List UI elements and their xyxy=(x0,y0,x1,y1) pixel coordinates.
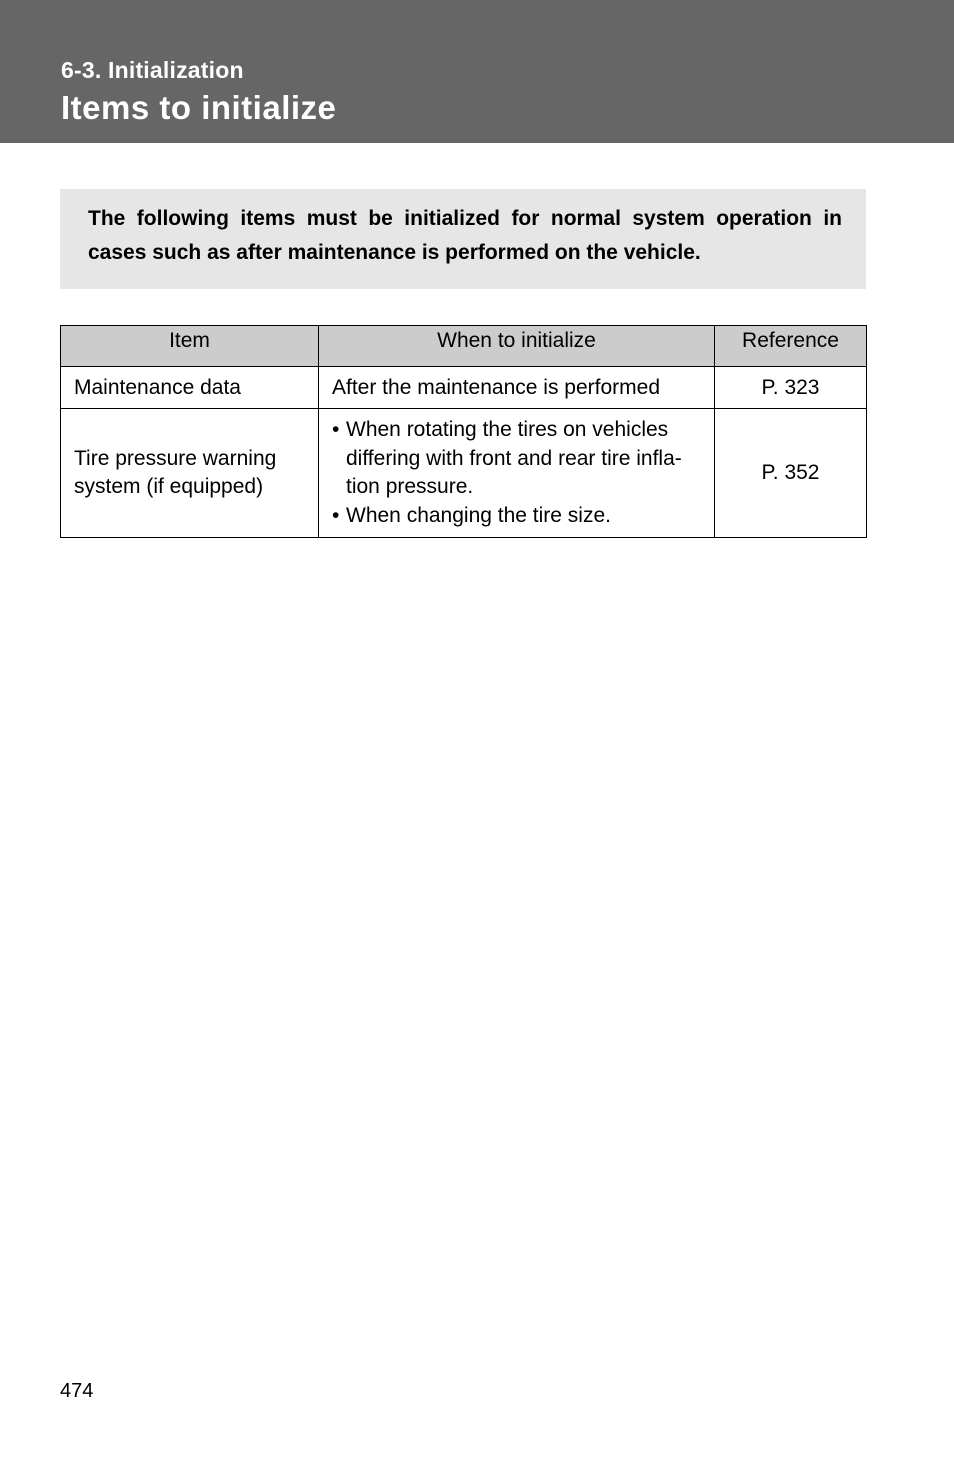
intro-box xyxy=(60,189,866,289)
intro-text: The following items must be initialized for normal system operation in cases such as after maintenance is performed on the vehicle. xyxy=(88,207,842,264)
initialization-table xyxy=(60,325,867,538)
cell-item xyxy=(61,409,319,538)
page-title: Items to initialize xyxy=(61,89,337,126)
cell-item: Maintenance data xyxy=(61,367,319,409)
column-header-when: When to initialize xyxy=(319,326,715,367)
cell-when xyxy=(319,409,715,538)
cell-item-text: Tire pressure warning system (if equipped) xyxy=(74,447,277,498)
cell-reference: P. 323 xyxy=(715,367,867,409)
header-band xyxy=(0,0,954,143)
table-header-row xyxy=(61,326,867,367)
when-bullet-list xyxy=(332,416,708,530)
when-bullet-item: • When rotating the tires on vehicles differing with front and rear tire infla-tion pressure. xyxy=(332,416,708,502)
column-header-reference: Reference xyxy=(715,326,867,367)
page-number: 474 xyxy=(60,1380,94,1402)
section-label: 6-3. Initialization xyxy=(61,57,244,83)
cell-reference: P. 352 xyxy=(715,409,867,538)
cell-when: After the maintenance is performed xyxy=(319,367,715,409)
table-row xyxy=(61,409,867,538)
table-row xyxy=(61,367,867,409)
when-bullet-item: • When changing the tire size. xyxy=(332,502,708,531)
column-header-item: Item xyxy=(61,326,319,367)
